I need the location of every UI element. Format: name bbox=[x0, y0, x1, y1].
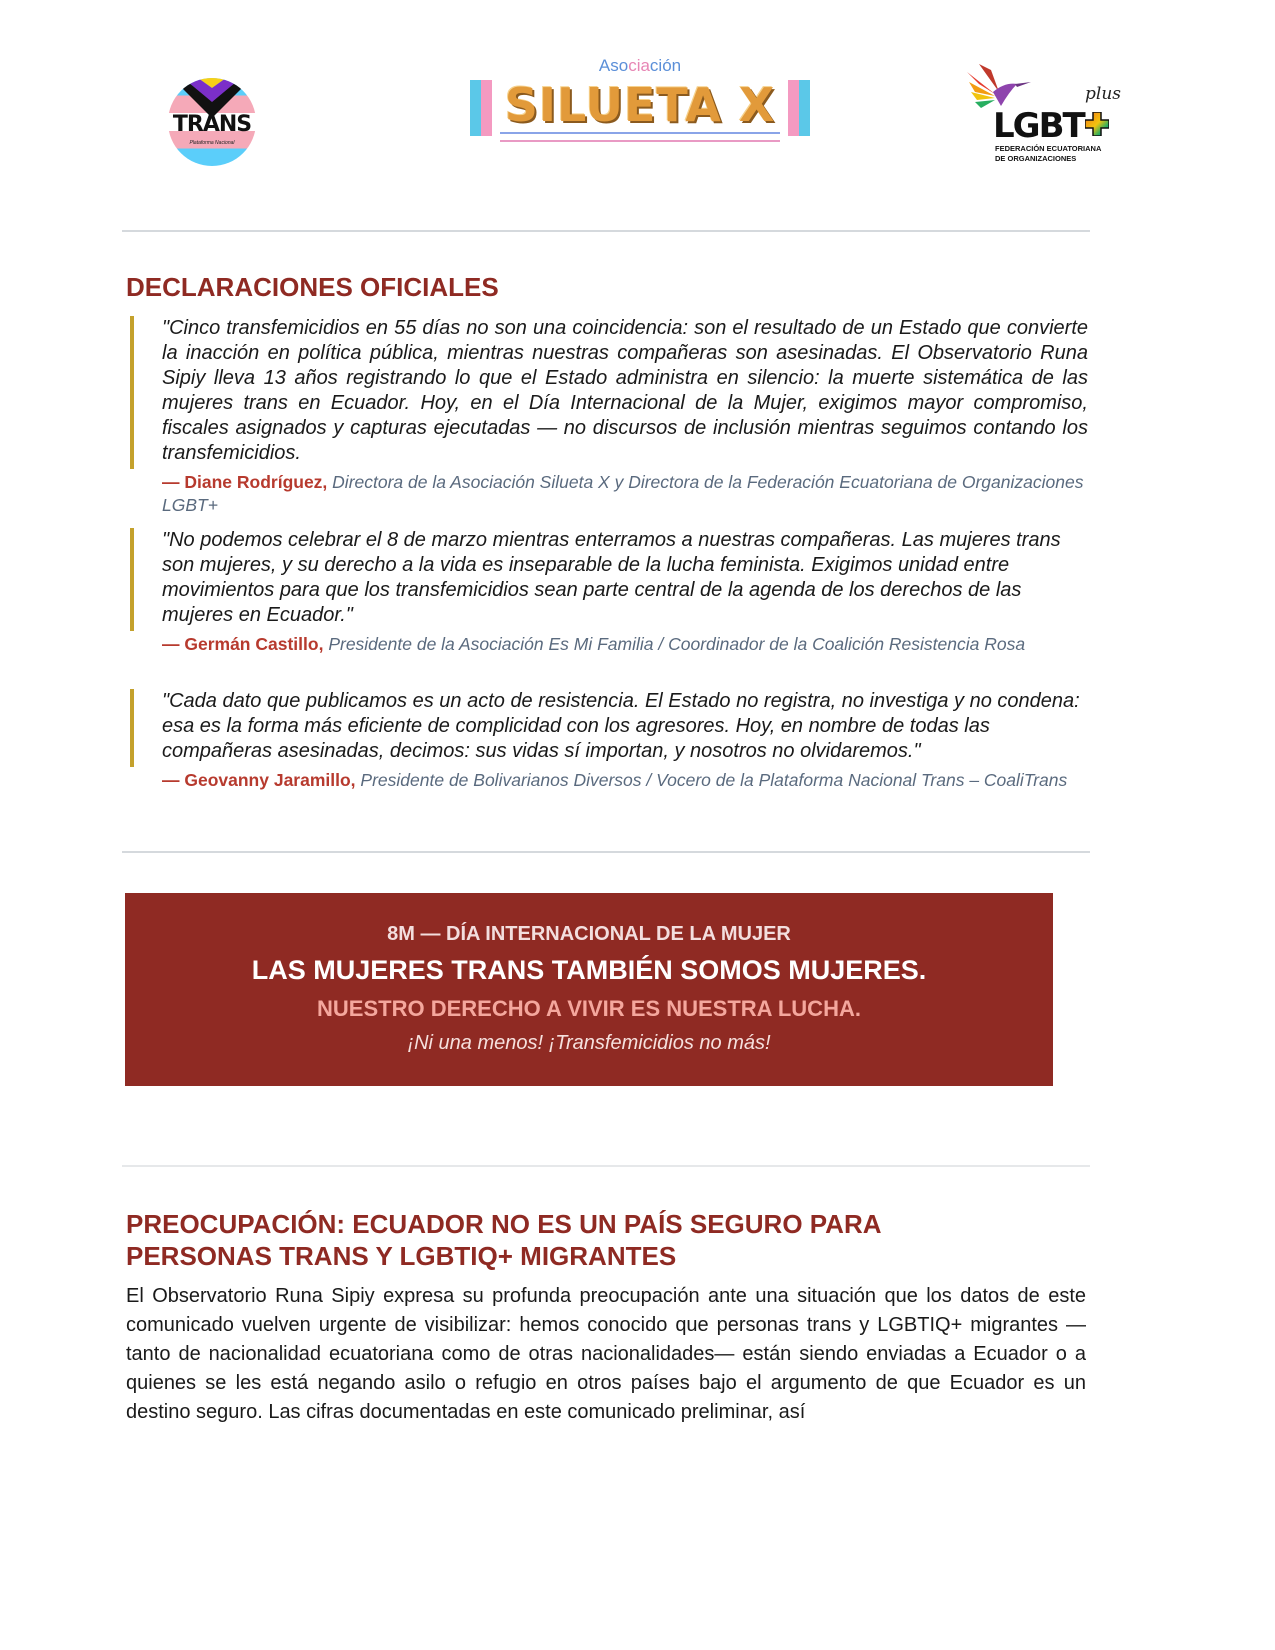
quote-author-role: Presidente de Bolivarianos Diversos / Vocero de la Plataforma Nacional Trans – CoaliTrans bbox=[360, 770, 1068, 790]
divider bbox=[122, 851, 1090, 853]
fed-line-1: FEDERACIÓN ECUATORIANA bbox=[995, 144, 1102, 153]
trans-logo-subtitle: Plataforma Nacional bbox=[189, 140, 235, 146]
trans-logo-word: TRANS bbox=[172, 112, 252, 137]
divider bbox=[122, 230, 1090, 232]
quote-attribution bbox=[162, 471, 1088, 517]
quote-text: "Cinco transfemicidios en 55 días no son una coincidencia: son el resultado de un Estado que convierte la inacción en política pública, mientras nuestras compañeras son asesinadas. El Observatorio Runa Sipiy lleva 13 años registrando lo que el Estado administra en silencio: la muerte sistemática de las mujeres trans en Ecuador. Hoy, en el Día Internacional de la Mujer, exigimos mayor compromiso, fiscales asignados y capturas ejecutadas — no discursos de inclusión mientras seguimos contando los transfemicidios. bbox=[162, 317, 1088, 464]
body-paragraph: El Observatorio Runa Sipiy expresa su profunda preocupación ante una situación que los datos de este comunicado vuelven urgente de visibilizar: hemos conocido que personas trans y LGBTIQ+ migrantes —tanto de nacionalidad ecuatoriana como de otras nacionalidades— están siendo enviadas a Ecuador o a quienes se les está negando asilo o refugio en otros países bajo el argumento de que Ecuador es un destino seguro. Las cifras documentadas en este comunicado preliminar, así bbox=[126, 1285, 1086, 1423]
silueta-logo-underline bbox=[500, 132, 780, 142]
silueta-logo-asociacion bbox=[470, 56, 810, 76]
quote-block bbox=[130, 528, 1088, 656]
bracket-left-icon bbox=[470, 80, 492, 136]
silueta-logo-main: SILUETA X bbox=[504, 78, 776, 132]
asoc-suffix: ción bbox=[649, 56, 682, 75]
lgbt-logo-federation-text bbox=[995, 144, 1101, 164]
banner-slogan: ¡Ni una menos! ¡Transfemicidios no más! bbox=[407, 1032, 771, 1054]
quote-attribution bbox=[162, 633, 1088, 656]
trans-platform-logo bbox=[168, 78, 256, 166]
banner-headline: LAS MUJERES TRANS TAMBIÉN SOMOS MUJERES. bbox=[251, 955, 927, 985]
quote-block bbox=[130, 689, 1088, 792]
quote-text: "No podemos celebrar el 8 de marzo mientras enterramos a nuestras compañeras. Las mujeres trans son mujeres, y su derecho a la vida es inseparable de la lucha feminista. Exigimos unidad entre movimientos para que los transfemicidios sean parte central de la agenda de los derechos de las mujeres en Ecuador." bbox=[162, 529, 1061, 626]
section-title-line-1: PREOCUPACIÓN: ECUADOR NO ES UN PAÍS SEGURO PARA bbox=[126, 1209, 882, 1239]
fed-line-2: DE ORGANIZACIONES bbox=[995, 154, 1077, 163]
quote-author: — Geovanny Jaramillo, bbox=[162, 770, 356, 790]
asoc-prefix: Aso bbox=[598, 56, 629, 75]
quote-bar bbox=[130, 689, 134, 767]
divider bbox=[122, 1165, 1090, 1167]
quote-bar bbox=[130, 316, 134, 469]
quote-attribution bbox=[162, 769, 1088, 792]
section-title-line-2: PERSONAS TRANS Y LGBTIQ+ MIGRANTES bbox=[126, 1241, 677, 1271]
lgbt-logo-plus-word: plus bbox=[1085, 84, 1121, 104]
quote-text: "Cada dato que publicamos es un acto de resistencia. El Estado no registra, no investiga y no condena: esa es la forma más eficiente de complicidad con los agresores. Hoy, en nombre de todas las compañeras asesinadas, decimos: sus vidas sí importan, y nosotros no olvidaremos." bbox=[162, 690, 1080, 762]
asoc-mid: cia bbox=[628, 56, 650, 75]
quote-author: — Diane Rodríguez, bbox=[162, 472, 328, 492]
bracket-right-icon bbox=[788, 80, 810, 136]
section-title-preocupacion bbox=[126, 1208, 882, 1272]
lgbt-federation-logo bbox=[965, 62, 1125, 172]
rainbow-plus-icon bbox=[1085, 112, 1109, 136]
quote-bar bbox=[130, 528, 134, 631]
banner-tagline: NUESTRO DERECHO A VIVIR ES NUESTRA LUCHA. bbox=[317, 996, 861, 1021]
quote-block bbox=[130, 316, 1088, 517]
lgbt-logo-word: LGBT bbox=[993, 106, 1084, 146]
quote-author-role: Directora de la Asociación Silueta X y Directora de la Federación Ecuatoriana de Organizaciones LGBT+ bbox=[162, 472, 1084, 515]
silueta-x-logo bbox=[470, 56, 810, 142]
quote-author-role: Presidente de la Asociación Es Mi Familia / Coordinador de la Coalición Resistencia Rosa bbox=[328, 634, 1026, 654]
8m-banner bbox=[125, 893, 1053, 1086]
quote-author: — Germán Castillo, bbox=[162, 634, 324, 654]
banner-subtitle: 8M — DÍA INTERNACIONAL DE LA MUJER bbox=[387, 923, 791, 945]
section-title-declaraciones: DECLARACIONES OFICIALES bbox=[126, 272, 499, 302]
